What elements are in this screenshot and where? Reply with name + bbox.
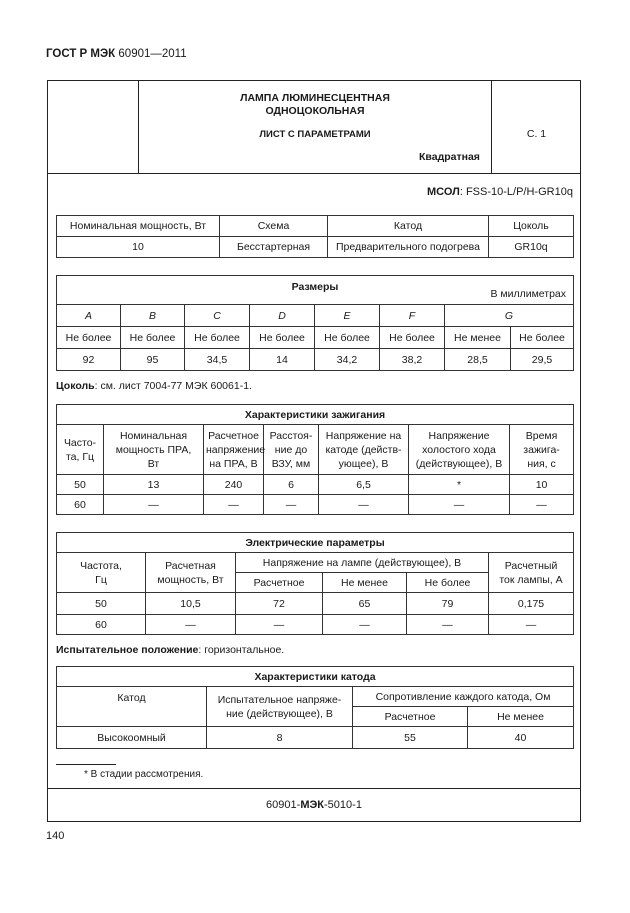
cathode-subheader: Не менее [468,707,574,727]
dimension-letter: G [445,305,574,327]
dimensions-units: В миллиметрах [490,288,567,300]
sheet-subtitle: ЛИСТ С ПАРАМЕТРАМИ [259,129,371,140]
cathode-header-type: Катод [57,687,207,727]
value-cell: Бесстартерная [220,237,328,258]
dimension-limit: Не более [121,327,185,349]
electrical-title: Электрические параметры [57,533,574,553]
table-row: 60 — — — — — — [57,495,574,515]
dimension-limit: Не более [380,327,445,349]
table-row: 50 13 240 6 6,5 * 10 [57,475,574,495]
cathode-subheader: Расчетное [353,707,468,727]
dimension-value: 29,5 [511,349,574,371]
dimension-limit: Не менее [445,327,511,349]
cathode-title: Характеристики катода [57,667,574,687]
electrical-header-voltage: Напряжение на лампе (действующее), В [236,553,489,573]
ignition-header-frequency: Часто- та, Гц [57,425,104,475]
dimension-value: 34,2 [315,349,380,371]
dimension-limit: Не более [511,327,574,349]
dimension-value: 38,2 [380,349,445,371]
electrical-header-power: Расчетная мощность, Вт [146,553,236,593]
dimension-value: 28,5 [445,349,511,371]
dimensions-title: Размеры [291,281,339,293]
dimension-letter: A [57,305,121,327]
dimension-letter: B [121,305,185,327]
table-row: 60 — — — — — [57,615,574,635]
electrical-table [56,532,574,635]
dimension-limit: Не более [315,327,380,349]
sheet-code: 60901-МЭК-5010-1 [266,799,362,811]
header-cell: Цоколь [489,216,574,237]
electrical-header-frequency: Частота, Гц [57,553,146,593]
sheet-title: ЛАМПА ЛЮМИНЕСЦЕНТНАЯ ОДНОЦОКОЛЬНАЯ [240,92,390,117]
electrical-subheader: Не менее [323,573,407,593]
main-characteristics-table [56,215,574,258]
dimension-value: 14 [250,349,315,371]
dimension-limit: Не более [57,327,121,349]
ignition-header-ignition-time: Время зажига- ния, с [510,425,574,475]
dimension-letter: C [185,305,250,327]
header-cell: Катод [328,216,489,237]
header-divider-right [491,80,492,173]
page-number: 140 [46,830,65,842]
document-code: ГОСТ Р МЭК 60901—2011 [46,48,187,60]
dimensions-title-row [57,276,574,305]
table-row: 50 10,5 72 65 79 0,175 [57,593,574,615]
ignition-header-cathode-voltage: Напряжение на катоде (действ- ующее), В [319,425,409,475]
header-cell: Схема [220,216,328,237]
dimension-letter: D [250,305,315,327]
cathode-header-resistance: Сопротивление каждого катода, Ом [353,687,574,707]
electrical-subheader: Не более [407,573,489,593]
dimension-limit: Не более [185,327,250,349]
electrical-subheader: Расчетное [236,573,323,593]
footer-line [47,788,581,789]
value-cell: Предварительного подогрева [328,237,489,258]
dimension-letter: F [380,305,445,327]
dimension-value: 92 [57,349,121,371]
table-row: Высокоомный 8 55 40 [57,727,574,749]
test-position-note: Испытательное положение: горизонтальное. [56,644,285,656]
value-cell: GR10q [489,237,574,258]
ignition-header-ballast-voltage: Расчетное напряжение на ПРА, В [204,425,264,475]
ignition-header-open-circuit-voltage: Напряжение холостого хода (действующее), В [409,425,510,475]
footnote: * В стадии рассмотрения. [84,769,204,780]
header-bottom-line [47,173,581,174]
ignition-header-distance: Расстоя- ние до ВЗУ, мм [264,425,319,475]
electrical-header-current: Расчетный ток лампы, А [489,553,574,593]
ignition-header-ballast-power: Номинальная мощность ПРА, Вт [104,425,204,475]
msol-designation: МСОЛ: FSS-10-L/P/H-GR10q [427,186,573,198]
value-cell: 10 [57,237,220,258]
shape-label: Квадратная [419,151,480,163]
dimension-value: 95 [121,349,185,371]
cathode-table [56,666,574,749]
dimension-letter: E [315,305,380,327]
sheet-number: С. 1 [526,128,547,140]
dimension-limit: Не более [250,327,315,349]
ignition-table [56,404,574,515]
ignition-title: Характеристики зажигания [57,405,574,425]
base-note: Цоколь: см. лист 7004-77 МЭК 60061-1. [56,380,252,392]
header-cell: Номинальная мощность, Вт [57,216,220,237]
footnote-separator [56,764,116,765]
cathode-header-test-voltage: Испытательное напряже- ние (действующее), В [207,687,353,727]
dimension-value: 34,5 [185,349,250,371]
dimensions-table [56,275,574,371]
